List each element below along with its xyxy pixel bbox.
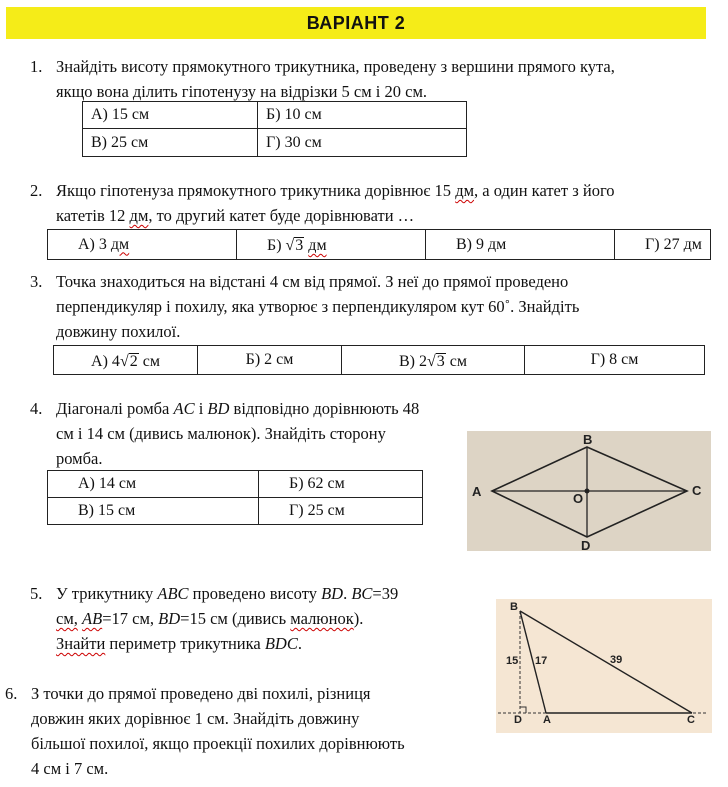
vertex-label: A [472, 484, 482, 499]
rhombus-diagram [467, 431, 711, 551]
question-number: 1. [30, 57, 43, 76]
question-text-line: ромба. [56, 449, 103, 468]
answer-option[interactable]: В) 9 дм [426, 230, 615, 260]
answer-table-2 [47, 229, 711, 260]
vertex-label: C [687, 714, 695, 726]
question-text-line: Точка знаходиться на відстані 4 см від прямої. З неї до прямої проведено [56, 272, 569, 291]
question-5 [30, 581, 399, 656]
vertex-label: B [583, 432, 593, 447]
question-3 [30, 269, 580, 344]
answer-option[interactable]: В) 25 см [83, 129, 258, 157]
question-number: 3. [30, 272, 43, 291]
answer-table-3 [53, 345, 705, 375]
question-number: 2. [30, 181, 43, 200]
vertex-label: C [692, 483, 702, 498]
center-label: O [573, 491, 584, 506]
question-text-line: довжин яких дорівнює 1 см. Знайдіть довжину [31, 709, 360, 728]
question-text-line: Знайти периметр трикутника BDC. [56, 634, 302, 653]
answer-option[interactable]: Г) 25 см [259, 498, 423, 525]
sqrt-symbol: √ [285, 237, 295, 254]
question-text-line: довжину похилої. [56, 322, 181, 341]
answer-option[interactable]: А) 4√2 см [54, 346, 198, 375]
question-text-line: 4 см і 7 см. [31, 759, 109, 778]
variant-title: ВАРІАНТ 2 [306, 12, 406, 33]
vertex-label: B [510, 601, 518, 613]
answer-table-4 [47, 470, 423, 525]
triangle-figure [496, 599, 712, 733]
question-text-line: перпендикуляр і похилу, яка утворює з перпендикуляром кут 60˚. Знайдіть [56, 297, 580, 316]
question-6 [5, 681, 405, 781]
question-text-line: більшої похилої, якщо проекції похилих дорівнюють [31, 734, 405, 753]
question-2 [30, 178, 615, 228]
question-number: 5. [30, 584, 43, 603]
answer-option[interactable]: В) 2√3 см [342, 346, 525, 375]
segment-label: 15 [506, 655, 519, 667]
answer-option[interactable]: Б) 62 см [259, 471, 423, 498]
question-text-line: Знайдіть висоту прямокутного трикутника, проведену з вершини прямого кута, [56, 57, 615, 76]
answer-option[interactable]: Г) 27 дм [615, 230, 711, 260]
sqrt-symbol: √ [119, 353, 129, 370]
vertex-label: A [543, 714, 551, 726]
answer-option[interactable]: А) 14 см [48, 471, 259, 498]
question-text-line: З точки до прямої проведено дві похилі, різниця [31, 684, 371, 703]
answer-table-1 [82, 101, 467, 157]
answer-option[interactable]: Б) 10 см [258, 102, 467, 129]
answer-option[interactable]: Б) √3 дм [237, 230, 426, 260]
segment-label: 17 [535, 655, 548, 667]
vertex-label: D [514, 714, 522, 726]
question-text-line: см, AB=17 см, BD=15 см (дивись малюнок). [56, 609, 364, 628]
question-1 [30, 54, 615, 104]
question-text-line: якщо вона ділить гіпотенузу на відрізки 5 см і 20 см. [56, 82, 428, 101]
segment-label: 39 [610, 654, 623, 666]
answer-option[interactable]: А) 3 дм [48, 230, 237, 260]
variant-banner [6, 7, 706, 39]
question-text-line: катетів 12 дм, то другий катет буде дорівнювати … [56, 206, 415, 225]
answer-option[interactable]: Г) 30 см [258, 129, 467, 157]
question-4 [30, 396, 420, 471]
sqrt-symbol: √ [426, 353, 436, 370]
triangle-diagram [496, 599, 712, 733]
question-text-line: см і 14 см (дивись малюнок). Знайдіть сторону [56, 424, 386, 443]
answer-option[interactable]: А) 15 см [83, 102, 258, 129]
vertex-label: D [581, 538, 591, 551]
question-number: 4. [30, 399, 43, 418]
answer-option[interactable]: Г) 8 см [525, 346, 705, 375]
answer-option[interactable]: Б) 2 см [198, 346, 342, 375]
question-text-line: Діагоналі ромба AC і BD відповідно дорівнюють 48 [56, 399, 420, 418]
rhombus-figure [467, 431, 711, 551]
question-text-line: Якщо гіпотенуза прямокутного трикутника дорівнює 15 дм, а один катет з його [56, 181, 615, 200]
answer-option[interactable]: В) 15 см [48, 498, 259, 525]
question-number: 6. [5, 684, 18, 703]
question-text-line: У трикутнику ABC проведено висоту BD. BC=39 [56, 584, 399, 603]
